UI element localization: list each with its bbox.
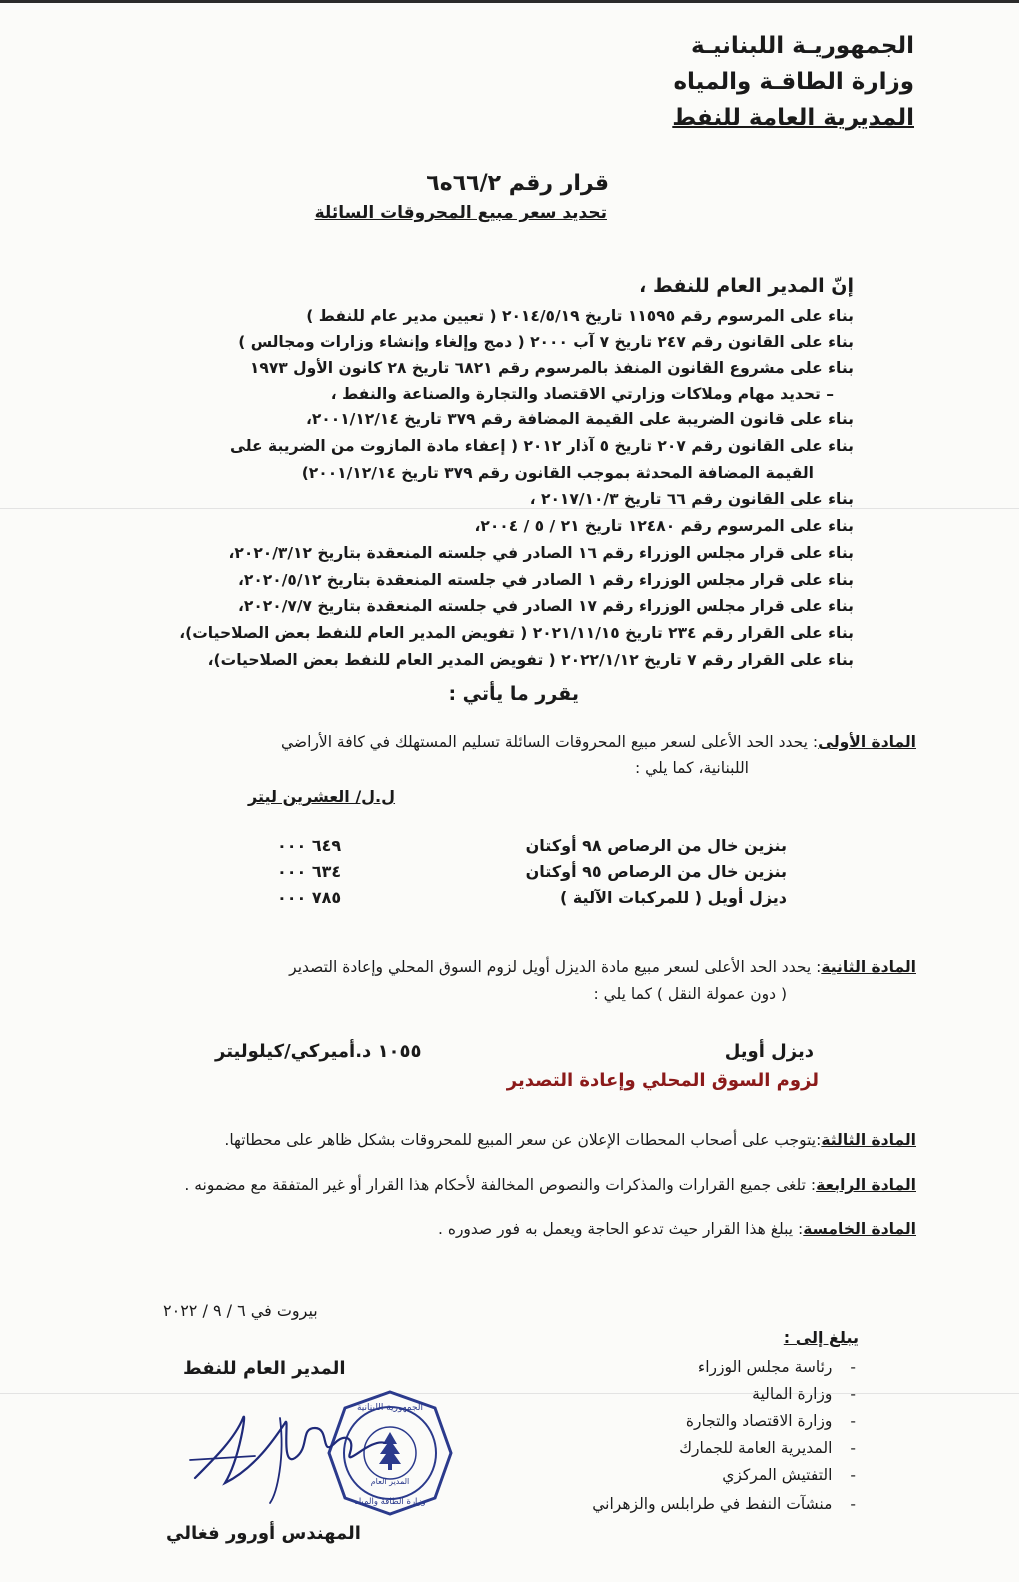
- price-unit-header: ل.ل/ العشرين ليتر: [248, 787, 396, 806]
- article-1-text-cont: اللبنانية، كما يلي :: [635, 759, 749, 777]
- notify-item-label: وزارة الاقتصاد والتجارة: [685, 1412, 833, 1430]
- article-4: [184, 1176, 916, 1194]
- fuel-item-name: ديزل أويل ( للمركبات الآلية ): [559, 888, 787, 907]
- scan-line: [0, 1393, 1019, 1394]
- article-2-text-cont: ( دون عمولة النقل ) كما يلي :: [593, 985, 787, 1003]
- notify-item-label: المديرية العامة للجمارك: [679, 1439, 833, 1457]
- header-directorate: المديرية العامة للنفط: [672, 105, 914, 131]
- recital: بناء على قرار مجلس الوزراء رقم ١٧ الصادر في جلسته المنعقدة بتاريخ ٢٠٢٠/٧/٧،: [237, 597, 854, 615]
- notify-item-label: رئاسة مجلس الوزراء: [697, 1358, 833, 1376]
- stamp-top-text: الجمهورية اللبنانية: [356, 1403, 424, 1413]
- fuel-item-price: ٦٤٩ ٠٠٠: [277, 836, 342, 855]
- signatory-title: المدير العام للنفط: [183, 1358, 346, 1379]
- header-ministry: وزارة الطاقـة والمياه: [673, 69, 914, 95]
- article-1-label: المادة الأولى: [818, 733, 916, 751]
- recital: بناء على القانون رقم ٢٤٧ تاريخ ٧ آب ٢٠٠٠ ( دمج وإلغاء وإنشاء وزارات ومجالس ): [238, 333, 854, 351]
- recital: – تحديد مهام وملاكات وزارتي الاقتصاد والتجارة والصناعة والنفط ،: [330, 385, 834, 403]
- stamp-bottom-text: وزارة الطاقة والمياه: [354, 1497, 426, 1507]
- signatory-name: المهندس أورور فغالي: [166, 1523, 361, 1544]
- article-2-text: : يحدد الحد الأعلى لسعر مبيع مادة الديزل أويل لزوم السوق المحلي وإعادة التصدير: [289, 958, 822, 976]
- recital: بناء على القرار رقم ٧ تاريخ ٢٠٢٢/١/١٢ ( تفويض المدير العام للنفط بعض الصلاحيات)،: [207, 651, 854, 669]
- article-4-label: المادة الرابعة: [816, 1176, 916, 1194]
- notify-item: -رئاسة مجلس الوزراء: [697, 1358, 856, 1376]
- fuel-item-price: ٧٨٥ ٠٠٠: [277, 888, 342, 907]
- handwritten-signature: [185, 1398, 415, 1508]
- fuel-item-name: بنزين خال من الرصاص ٩٥ أوكتان: [525, 862, 787, 881]
- article-1: [281, 733, 916, 751]
- decision-subject: تحديد سعر مبيع المحروقات السائلة: [314, 203, 607, 223]
- decision-number: قرار رقم ٦٦/٢ه٦: [426, 171, 609, 196]
- scan-line: [0, 508, 1019, 509]
- diesel-export-name: ديزل أويل: [724, 1041, 814, 1062]
- fuel-item-price: ٦٣٤ ٠٠٠: [277, 862, 342, 881]
- notify-item: -وزارة الاقتصاد والتجارة: [685, 1412, 856, 1430]
- recital: بناء على المرسوم رقم ١٢٤٨٠ تاريخ ٢١ / ٥ / ٢٠٠٤،: [474, 517, 854, 535]
- notify-title: يبلغ إلى :: [783, 1328, 859, 1347]
- article-2: [289, 958, 916, 976]
- article-2-label: المادة الثانية: [821, 958, 916, 976]
- recital: بناء على قرار مجلس الوزراء رقم ١٦ الصادر في جلسته المنعقدة بتاريخ ٢٠٢٠/٣/١٢،: [228, 544, 854, 562]
- recital: بناء على القانون رقم ٢٠٧ تاريخ ٥ آذار ٢٠١٢ ( إعفاء مادة المازوت من الضريبة على: [230, 437, 854, 455]
- diesel-export-note: لزوم السوق المحلي وإعادة التصدير: [506, 1070, 819, 1091]
- article-3-text: :يتوجب على أصحاب المحطات الإعلان عن سعر المبيع للمحروقات بشكل ظاهر على محطاتها.: [224, 1131, 822, 1149]
- notify-item: -وزارة المالية: [752, 1385, 856, 1403]
- notify-item-label: التفتيش المركزي: [722, 1466, 833, 1484]
- notify-item-label: وزارة المالية: [752, 1385, 833, 1403]
- stamp-center-text: المدير العام: [370, 1477, 410, 1486]
- notify-item: -التفتيش المركزي: [722, 1466, 856, 1484]
- issue-date: بيروت في ٦ / ٩ / ٢٠٢٢: [163, 1301, 318, 1320]
- article-5: [438, 1220, 916, 1238]
- notify-item: -المديرية العامة للجمارك: [679, 1439, 856, 1457]
- recital: بناء على قانون الضريبة على القيمة المضافة رقم ٣٧٩ تاريخ ٢٠٠١/١٢/١٤،: [305, 410, 854, 428]
- fuel-item-name: بنزين خال من الرصاص ٩٨ أوكتان: [525, 836, 787, 855]
- article-5-label: المادة الخامسة: [803, 1220, 916, 1238]
- article-3-label: المادة الثالثة: [821, 1131, 916, 1149]
- recital: بناء على قرار مجلس الوزراء رقم ١ الصادر في جلسته المنعقدة بتاريخ ٢٠٢٠/٥/١٢،: [237, 571, 854, 589]
- article-3: [224, 1131, 916, 1149]
- diesel-export-price: ١٠٥٥ د.أميركي/كيلوليتر: [215, 1041, 422, 1062]
- header-republic: الجمهوريـة اللبنانيـة: [691, 33, 914, 59]
- notify-item-label: منشآت النفط في طرابلس والزهراني: [592, 1495, 833, 1513]
- article-1-text: : يحدد الحد الأعلى لسعر مبيع المحروقات السائلة تسليم المستهلك في كافة الأراضي: [280, 733, 819, 751]
- decides-heading: يقرر ما يأتي :: [448, 683, 579, 705]
- intro-line: إنّ المدير العام للنفط ،: [639, 275, 854, 297]
- article-4-text: : تلغى جميع القرارات والمذكرات والنصوص المخالفة لأحكام هذا القرار أو غير المتفقة مع مضمونه .: [184, 1176, 817, 1194]
- recital: بناء على القانون رقم ٦٦ تاريخ ٢٠١٧/١٠/٣ ،: [529, 490, 854, 508]
- recital: بناء على القرار رقم ٢٣٤ تاريخ ٢٠٢١/١١/١٥ ( تفويض المدير العام للنفط بعض الصلاحيات)،: [179, 624, 854, 642]
- recital: القيمة المضافة المحدثة بموجب القانون رقم ٣٧٩ تاريخ ٢٠٠١/١٢/١٤): [301, 464, 814, 482]
- notify-item: -منشآت النفط في طرابلس والزهراني: [592, 1495, 856, 1513]
- recital: بناء على المرسوم رقم ١١٥٩٥ تاريخ ٢٠١٤/٥/١٩ ( تعيين مدير عام للنفط ): [306, 307, 854, 325]
- article-5-text: : يبلغ هذا القرار حيث تدعو الحاجة ويعمل به فور صدوره .: [437, 1220, 804, 1238]
- recital: بناء على مشروع القانون المنفذ بالمرسوم رقم ٦٨٢١ تاريخ ٢٨ كانون الأول ١٩٧٣: [249, 359, 854, 377]
